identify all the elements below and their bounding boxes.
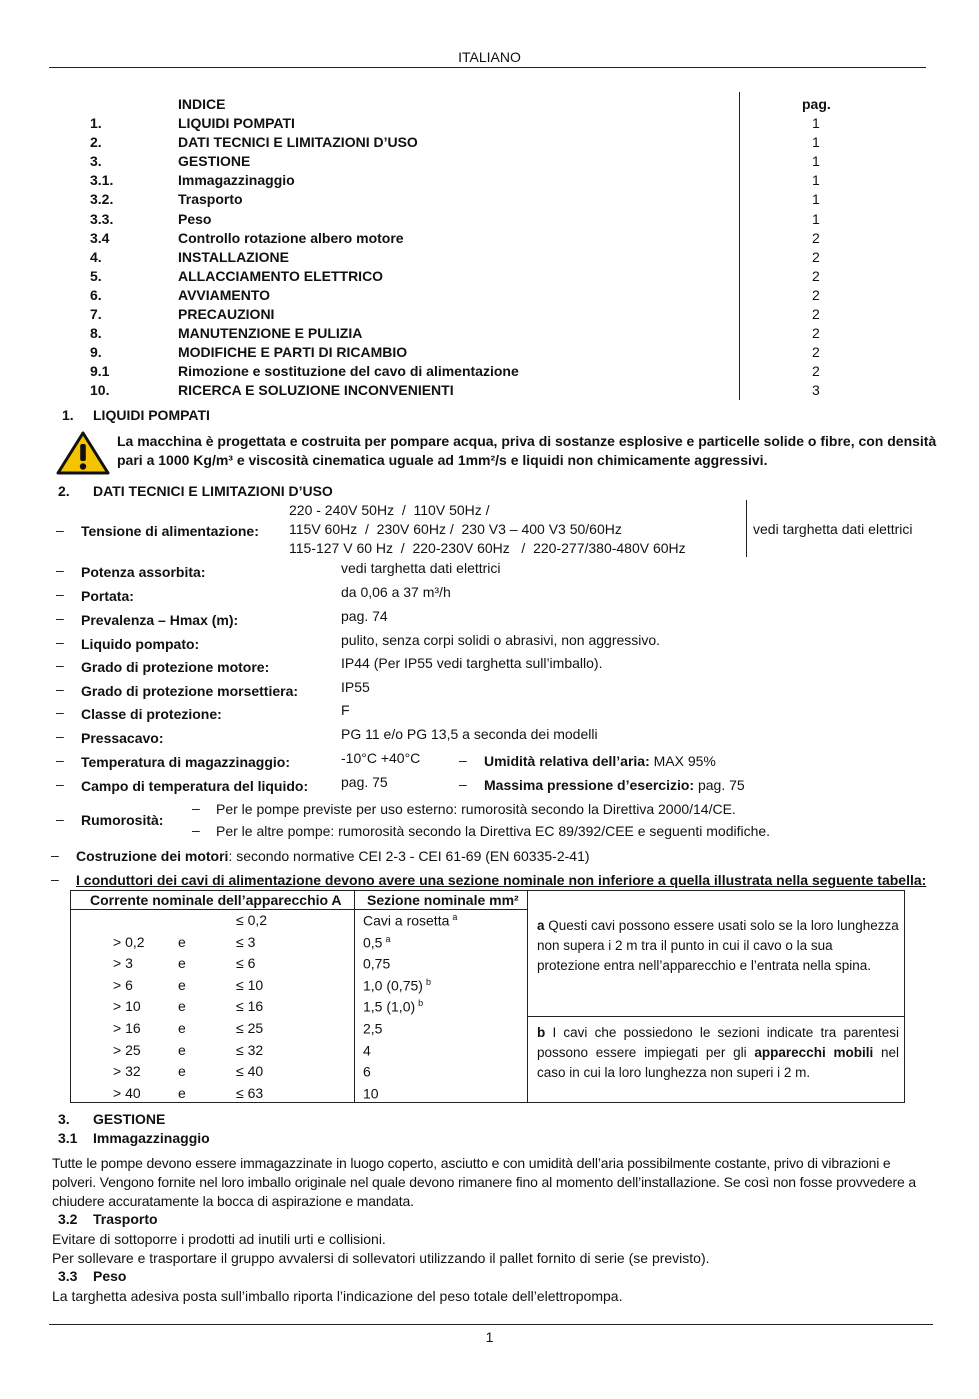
humidity-label: Umidità relativa dell’aria: [484,753,650,769]
warning-text-line2: pari a 1000 Kg/m³ e viscosità cinematica uguale ad 1mm²/s e liquidi non chimicamente aggressivi. [117,452,768,468]
motors-dash: – [51,847,59,863]
noise-dash: – [56,811,64,827]
pressure-value: pag. 75 [694,777,745,793]
toc-item [0,211,979,230]
spec-label: Pressacavo: [81,730,164,746]
spec-dash: – [56,562,64,578]
toc-item [0,325,979,344]
spec-row [0,632,979,657]
spec-row [0,702,979,727]
cable-table [70,890,905,1103]
table-row [71,1042,527,1063]
toc-item-title: DATI TECNICI E LIMITAZIONI D’USO [178,134,418,151]
toc-item-number: 1. [90,115,102,131]
noise-dash-1: – [192,800,200,816]
spec-label: Grado di protezione morsettiera: [81,683,299,699]
toc-item-page: 1 [812,172,820,189]
toc-item-number: 5. [90,267,102,284]
section-value [363,1085,382,1102]
section-value [363,977,431,994]
toc-item-title: INSTALLAZIONE [178,248,289,265]
note-b-text-2: nel caso in cui la loro lunghezza non superi i 2 m. [537,1045,899,1080]
transport-line-2: Per sollevare e trasportare il gruppo avvalersi di sollevatori utilizzando il pallet fornito di serie (se previsto). [52,1250,710,1266]
motors-value: : secondo normative CEI 2-3 - CEI 61-69 (EN 60335-2-41) [228,848,590,864]
header-rule [49,67,926,68]
toc-item [0,268,979,287]
toc-item-title: Rimozione e sostituzione del cavo di alimentazione [178,363,519,380]
toc-item-number: 3.2. [90,191,114,208]
noise-dash-2: – [192,822,200,838]
note-a-mark: a [537,918,545,933]
section-number: 3.3 [58,1268,78,1284]
section-3-heading [58,1111,166,1127]
toc-item-number: 6. [90,286,102,303]
warning-icon [56,430,110,476]
toc-item-page: 2 [812,229,820,246]
spec-value: IP55 [341,679,370,695]
spec-label: Grado di protezione motore: [81,659,270,675]
section-value-text: 6 [363,1063,371,1080]
current-low: > 6 [113,976,133,993]
current-low: > 10 [113,998,141,1015]
spec-value: pag. 75 [341,774,388,790]
toc-item-number: 3.4 [90,229,110,246]
current-high: ≤ 63 [236,1084,264,1101]
toc-item-page: 1 [812,134,820,151]
table-row [71,1085,527,1106]
toc-item-title: AVVIAMENTO [178,286,271,303]
table-row [71,998,527,1019]
section-2-heading [58,483,333,499]
toc-item-title: Trasporto [178,191,243,208]
humidity-spec [484,753,716,769]
current-high: ≤ 3 [236,933,256,950]
toc-item-number: 10. [90,382,110,399]
current-and: e [178,1063,186,1080]
current-high: ≤ 0,2 [236,912,268,928]
weight-paragraph: La targhetta adesiva posta sull’imballo riporta l’indicazione del peso totale dell’elettropompa. [52,1288,623,1304]
note-b-text-1: I cavi che possiedono le sezioni indicate tra parentesi possono essere impiegati per gli [537,1025,899,1060]
warning-text-line1: La macchina è progettata e costruita per pompare acqua, priva di sostanze esplosive e particelle solide o fibre, con densità [117,433,937,449]
toc-item-number: 7. [90,306,102,322]
toc-item-title: ALLACCIAMENTO ELETTRICO [178,267,384,284]
page-number: 1 [485,1329,494,1345]
toc-item-page: 2 [812,344,820,361]
voltage-line-3: 115-127 V 60 Hz / 220-230V 60Hz / 220-277/380-480V 60Hz [289,540,686,556]
section-value-text: 0,5 [363,934,383,951]
toc-item-number: 3.1. [90,172,114,189]
current-low: > 32 [113,1063,141,1080]
section-value [363,955,393,972]
spec-value: pag. 74 [341,608,388,624]
spec-dash: – [56,586,64,602]
toc-item-number: 4. [90,248,102,265]
note-b-bold: apparecchi mobili [754,1045,874,1060]
toc-item-title: Immagazzinaggio [178,172,295,189]
section-title: Trasporto [93,1211,158,1227]
spec-label: Potenza assorbita: [81,564,206,580]
current-and: e [178,998,186,1015]
table-row [71,912,527,933]
section-title: Peso [93,1268,127,1284]
spec-label: Prevalenza – Hmax (m): [81,612,239,628]
current-high: ≤ 16 [236,998,264,1015]
toc-item-number: 3.3. [90,210,114,227]
section-value [363,934,390,951]
toc-item-page: 2 [812,363,820,380]
section-value-text: 4 [363,1042,371,1059]
table-notes-divider [527,1016,904,1017]
toc-item [0,172,979,191]
toc-item-title: Controllo rotazione albero motore [178,229,404,246]
toc-item [0,382,979,401]
section-3-2-heading [58,1211,158,1227]
current-low: > 16 [113,1020,141,1036]
toc-item-title: MODIFICHE E PARTI DI RICAMBIO [178,344,408,361]
toc-item-title: LIQUIDI POMPATI [178,115,295,131]
current-and: e [178,976,186,993]
note-a-text: Questi cavi possono essere usati solo se la loro lunghezza non supera i 2 m tra il punto in cui il cavo o la sua protezione entra nell’apparecchio e l’entrata nella spina. [537,918,899,973]
section-value-text: 1,0 (0,75) [363,977,423,994]
section-footnote-mark: a [452,912,458,922]
humidity-value: MAX 95% [649,753,716,769]
section-value [363,1042,374,1059]
section-footnote-mark: b [425,976,431,987]
storage-paragraph: Tutte le pompe devono essere immagazzinate in luogo coperto, asciutto e con umidità dell’aria possibilmente costante, privo di vibrazioni e polveri. Vengono fornite nel loro imballo originale nel quale devono rimanere fino al momento dell’installazione. Se così non fosse provvedere a chiudere accuratamente la bocca di aspirazione e mandata. [52,1155,917,1209]
section-title: DATI TECNICI E LIMITAZIONI D’USO [93,483,333,499]
section-title: GESTIONE [93,1111,166,1127]
spec-label: Temperatura di magazzinaggio: [81,754,290,770]
toc-item-title: MANUTENZIONE E PULIZIA [178,325,363,342]
toc-item-number: 9.1 [90,363,110,380]
current-and: e [178,1084,186,1101]
current-high: ≤ 32 [236,1041,264,1058]
toc-item-page: 2 [812,286,820,303]
pressure-label: Massima pressione d’esercizio: [484,777,695,793]
section-value-text: 10 [363,1085,379,1102]
spec-value: PG 11 e/o PG 13,5 a seconda dei modelli [341,726,598,742]
spec-dash: – [56,728,64,744]
toc-item [0,230,979,249]
spec-row [0,655,979,680]
section-number: 3.2 [58,1211,78,1227]
table-col-divider-2 [527,891,528,1102]
current-and: e [178,1020,186,1036]
section-footnote-mark: a [385,933,391,944]
section-value [363,998,423,1015]
section-value-text: 2,5 [363,1020,383,1037]
spec-label: Campo di temperatura del liquido: [81,778,309,794]
transport-line-1: Evitare di sottoporre i prodotti ad inutili urti e collisioni. [52,1231,386,1247]
spec-dash: – [56,657,64,673]
section-3-3-heading [58,1268,127,1284]
toc-item [0,153,979,172]
spec-dash: – [56,752,64,768]
toc-item [0,134,979,153]
spec-dash: – [56,610,64,626]
toc-heading: INDICE [178,96,226,112]
section-number: 3. [58,1111,70,1127]
spec-value: da 0,06 a 37 m³/h [341,584,451,600]
voltage-line-2: 115V 60Hz / 230V 60Hz / 230 V3 – 400 V3 50/60Hz [289,521,622,537]
col-header-current: Corrente nominale dell’apparecchio A [90,892,342,908]
spec-label: Portata: [81,588,134,604]
toc-item [0,115,979,134]
spec-label: Classe di protezione: [81,706,222,722]
section-value [363,1020,385,1037]
toc-item-title: RICERCA E SOLUZIONE INCONVENIENTI [178,382,454,399]
toc-item-page: 1 [812,153,820,170]
toc-item-page: 2 [812,325,820,342]
section-number: 1. [62,407,74,423]
spec-value: vedi targhetta dati elettrici [341,560,501,576]
section-number: 2. [58,483,70,499]
table-row [71,1063,527,1084]
toc-item-page: 3 [812,382,820,399]
toc-item-page: 1 [812,191,820,208]
spec-row [0,679,979,704]
humidity-dash: – [459,752,467,768]
spec-dash: – [56,776,64,792]
section-value-text: Cavi a rosetta [363,912,450,929]
toc-item [0,306,979,325]
spec-row [0,726,979,751]
section-footnote-mark: b [418,998,424,1009]
current-and: e [178,933,186,950]
noise-line-2: Per le altre pompe: rumorosità secondo la Direttiva EC 89/392/CEE e seguenti modifiche. [216,823,771,839]
section-1-heading [62,407,210,423]
voltage-dash: – [56,522,64,538]
page-header-language: ITALIANO [458,49,521,65]
table-row [71,955,527,976]
section-value-text: 0,75 [363,955,391,972]
table-row [71,934,527,955]
toc-item-title: Peso [178,210,212,227]
spec-label: Liquido pompato: [81,636,200,652]
current-high: ≤ 25 [236,1020,264,1036]
spec-value: F [341,702,350,718]
section-number: 3.1 [58,1130,78,1146]
current-high: ≤ 6 [236,955,256,972]
spec-value: -10°C +40°C [341,750,421,766]
toc-item-number: 2. [90,134,102,151]
spec-row [0,560,979,585]
toc-item-title: PRECAUZIONI [178,306,275,322]
toc-item-number: 3. [90,153,102,170]
noise-label: Rumorosità: [81,812,164,828]
note-b-mark: b [537,1025,546,1040]
spec-value: IP44 (Per IP55 vedi targhetta sull’imballo). [341,655,603,671]
table-row [71,1020,527,1041]
current-and: e [178,1041,186,1058]
toc-item [0,344,979,363]
section-title: Immagazzinaggio [93,1130,210,1146]
footer-rule [49,1324,933,1325]
toc-item-page: 2 [812,248,820,265]
toc-item [0,191,979,210]
col-header-section: Sezione nominale mm² [367,892,519,908]
voltage-label: Tensione di alimentazione: [81,523,259,539]
spec-dash: – [56,634,64,650]
motors-label: Costruzione dei motori [76,848,229,864]
spec-row [0,584,979,609]
spec-value: pulito, senza corpi solidi o abrasivi, non aggressivo. [341,632,661,648]
toc-item-number: 9. [90,344,102,361]
current-low: > 0,2 [113,933,145,950]
spec-dash: – [56,681,64,697]
toc-item-page: 2 [812,306,820,322]
toc-item [0,287,979,306]
section-value [363,1063,374,1080]
current-low: > 3 [113,955,133,972]
noise-line-1: Per le pompe previste per uso esterno: rumorosità secondo la Direttiva 2000/14/CE. [216,801,736,817]
toc-page-heading: pag. [802,96,831,112]
motors-spec [76,848,590,864]
cables-text: I conduttori dei cavi di alimentazione devono avere una sezione nominale non inferiore a quella illustrata nella seguente tabella: [76,872,927,888]
section-value [363,912,457,929]
current-high: ≤ 10 [236,976,264,993]
note-b [537,1023,899,1083]
toc-item [0,363,979,382]
table-header-rule [71,909,528,910]
section-value-text: 1,5 (1,0) [363,999,416,1016]
current-low: > 25 [113,1041,141,1058]
current-low: > 40 [113,1084,141,1101]
voltage-note: vedi targhetta dati elettrici [753,521,913,537]
current-and: e [178,955,186,972]
toc-item-title: GESTIONE [178,153,251,170]
cables-dash: – [51,871,59,887]
spec-row [0,608,979,633]
toc-item [0,249,979,268]
section-3-1-heading [58,1130,210,1146]
voltage-line-1: 220 - 240V 50Hz / 110V 50Hz / [289,502,490,518]
pressure-spec [484,777,745,793]
toc-item-page: 1 [812,210,820,227]
current-high: ≤ 40 [236,1063,264,1080]
toc-item-page: 1 [812,115,820,131]
voltage-divider [746,500,747,557]
toc-item-page: 2 [812,267,820,284]
table-row [71,977,527,998]
pressure-dash: – [459,776,467,792]
note-a [537,916,899,976]
spec-dash: – [56,704,64,720]
toc-item-number: 8. [90,325,102,342]
section-title: LIQUIDI POMPATI [93,407,210,423]
